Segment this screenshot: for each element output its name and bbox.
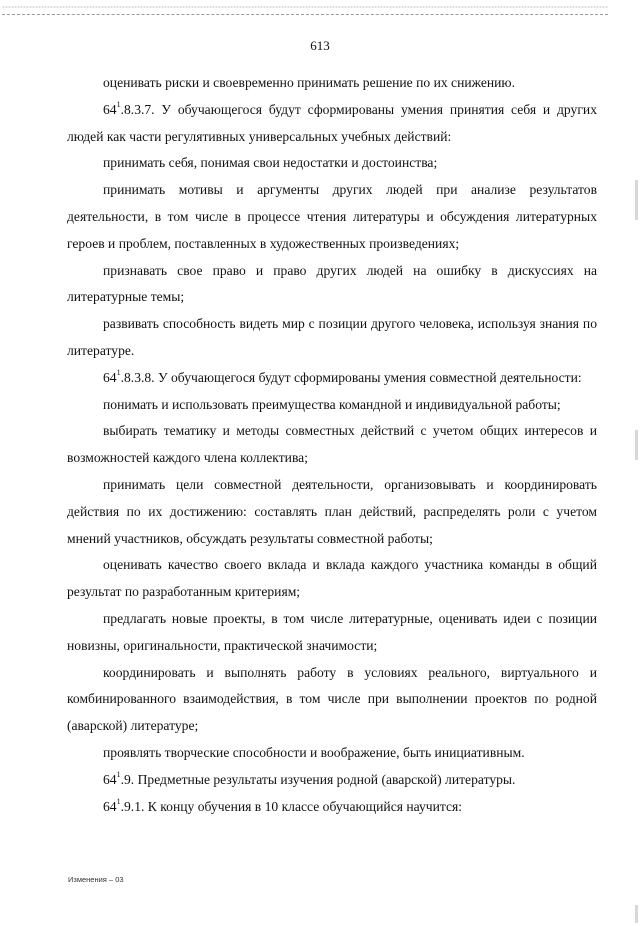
paragraph: выбирать тематику и методы совместных действий с учетом общих интересов и возможностей каждого члена коллектива;: [67, 423, 597, 466]
scan-margin-mark: [635, 905, 638, 923]
paragraph: оценивать риски и своевременно принимать решение по их снижению.: [103, 75, 515, 90]
paragraph: развивать способность видеть мир с позиции другого человека, используя знания по литературе.: [67, 316, 597, 358]
paragraph: $64^1.8.3.8$. У обучающегося будут сформированы умения совместной деятельности:: [103, 368, 582, 385]
scan-top-edge: [2, 0, 608, 15]
paragraph: проявлять творческие способности и воображение, быть инициативным.: [103, 744, 525, 760]
paragraph: оценивать качество своего вклада и вклада каждого участника команды в общий результат по разработанным критериям;: [67, 557, 597, 600]
paragraph: принимать мотивы и аргументы других людей при анализе результатов деятельности, в том числе в процессе чтения литературы и обсуждения литературных героев и проблем, поставленных в художественных произведениях;: [67, 182, 597, 251]
paragraph: принимать себя, понимая свои недостатки и достоинства;: [103, 155, 438, 171]
document-body: [67, 70, 597, 820]
scan-margin-mark: [635, 180, 638, 220]
paragraph: предлагать новые проекты, в том числе литературные, оценивать идеи с позиции новизны, оригинальности, практической значимости;: [67, 610, 597, 653]
paragraph: координировать и выполнять работу в условиях реального, виртуального и комбинированного взаимодействия, в том числе при выполнении проектов по родной (аварской) литературе;: [67, 664, 597, 734]
paragraph: $64^1.9.1$. К концу обучения в 10 классе обучающийся научится:: [103, 796, 463, 814]
scan-margin-mark: [635, 430, 638, 460]
paragraph: $64^1.9$. Предметные результаты изучения родной (аварской) литературы.: [103, 770, 516, 787]
paragraph: принимать цели совместной деятельности, организовывать и координировать действия по их достижению: составлять план действий, распределять роли с учетом мнений участников, обсуждать результаты совместной работы;: [67, 476, 597, 546]
page-number: 613: [310, 38, 330, 53]
paragraph: признавать свое право и право других людей на ошибку в дискуссиях на литературные темы;: [67, 262, 597, 305]
paragraph: понимать и использовать преимущества командной и индивидуальной работы;: [103, 396, 561, 412]
paragraph: $64^1.8.3.7$. У обучающегося будут сформированы умения принятия себя и других людей как части регулятивных универсальных учебных действий:: [67, 100, 597, 144]
footer-revision-note: Изменения – 03: [68, 875, 124, 884]
